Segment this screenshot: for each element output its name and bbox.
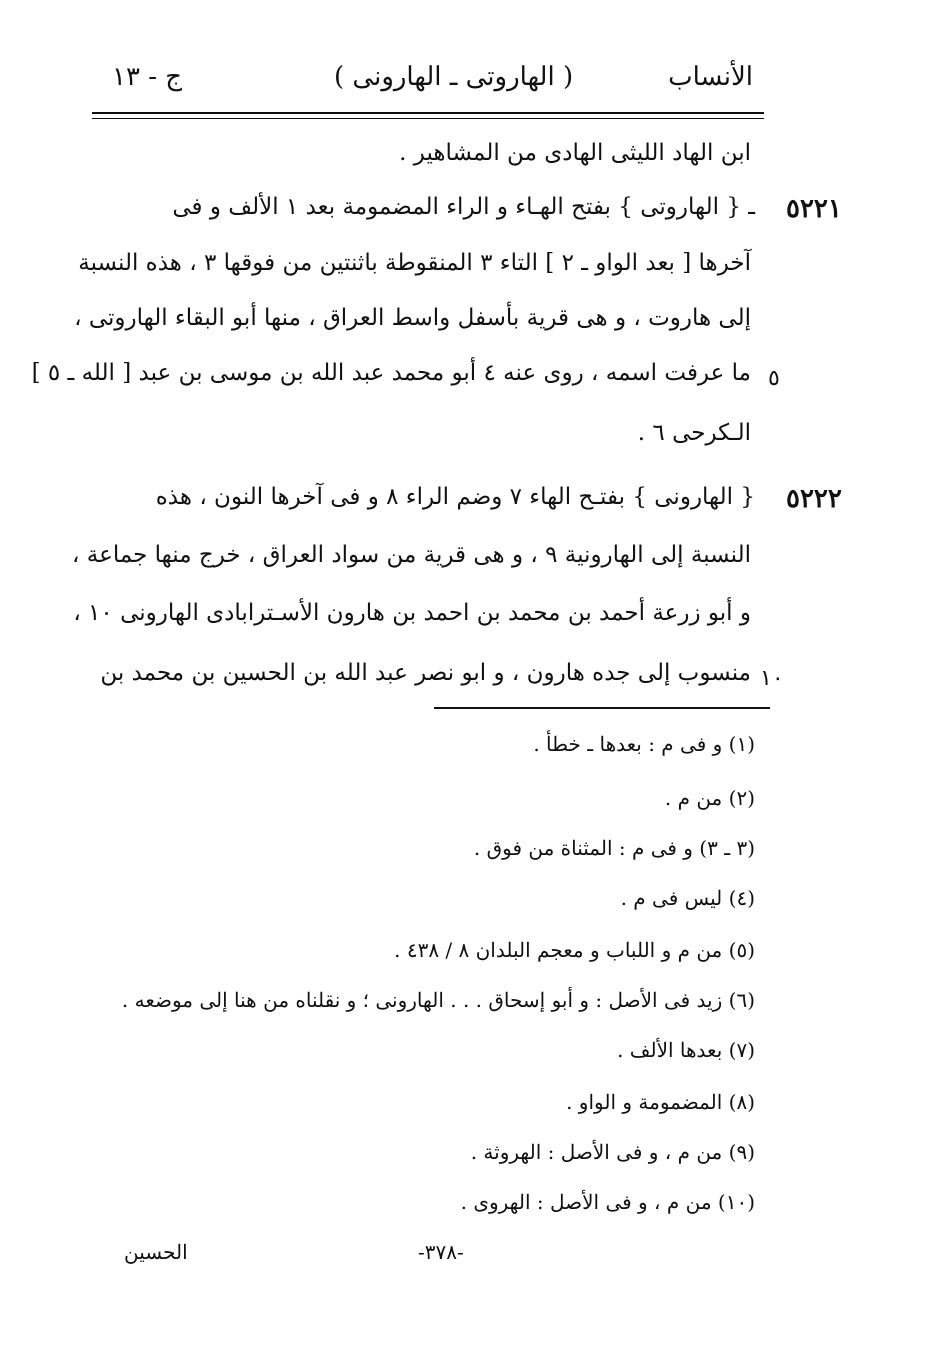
header-rule	[92, 112, 764, 114]
footer-catchword: الحسين	[124, 1240, 188, 1264]
body-line-7: { الهارونى } بفتـح الهاء ٧ وضم الراء ٨ و فى آخرها النون ، هذه	[155, 484, 755, 510]
body-line-3: آخرها [ بعد الواو ـ ٢ ] التاء ٣ المنقوطة باثنتين من فوقها ٣ ، هذه النسبة	[78, 250, 751, 276]
footnote-2: (٢) من م .	[664, 786, 755, 810]
page-number: -٣٧٨-	[418, 1240, 464, 1264]
body-line-2: ـ { الهاروتى } بفتح الهـاء و الراء المضمومة بعد ١ الألف و فى	[172, 194, 755, 220]
body-line-8: النسبة إلى الهارونية ٩ ، و هى قرية من سواد العراق ، خرج منها جماعة ،	[72, 542, 751, 568]
footnote-3: (٣ ـ ٣) و فى م : المثناة من فوق .	[473, 836, 755, 860]
body-line-1: ابن الهاد الليثى الهادى من المشاهير .	[399, 140, 751, 166]
header-book-name: الأنساب	[668, 62, 753, 92]
header-volume: ج - ١٣	[112, 62, 183, 92]
footnote-5: (٥) من م و اللباب و معجم البلدان ٨ / ٤٣٨ .	[394, 938, 755, 962]
footnote-4: (٤) ليس فى م .	[620, 886, 755, 910]
header-rule-thin	[92, 118, 764, 119]
entry-number-5222: ٥٢٢٢	[786, 484, 842, 514]
footnote-9: (٩) من م ، و فى الأصل : الهروثة .	[470, 1140, 755, 1164]
header-title: ( الهاروتى ـ الهارونى )	[334, 62, 574, 92]
footnote-7: (٧) بعدها الألف .	[617, 1038, 755, 1062]
line-number-5: ٥	[768, 366, 780, 391]
footnote-8: (٨) المضمومة و الواو .	[566, 1090, 755, 1114]
body-line-9: و أبو زرعة أحمد بن محمد بن احمد بن هارون الأسـترابادى الهارونى ١٠ ،	[73, 600, 751, 626]
footnote-6: (٦) زيد فى الأصل : و أبو إسحاق . . . الهارونى ؛ و نقلناه من هنا إلى موضعه .	[121, 988, 755, 1012]
body-line-6: الـكرحى ٦ .	[637, 420, 751, 446]
footnote-rule	[434, 707, 770, 709]
footnote-1: (١) و فى م : بعدها ـ خطأ .	[533, 732, 755, 756]
body-line-4: إلى هاروت ، و هى قرية بأسفل واسط العراق ، منها أبو البقاء الهاروتى ،	[74, 305, 751, 331]
line-number-10: ١٠	[760, 666, 784, 691]
body-line-10: منسوب إلى جده هارون ، و ابو نصر عبد الله بن الحسين بن محمد بن	[100, 660, 751, 686]
entry-number-5221: ٥٢٢١	[786, 194, 842, 224]
body-line-5: ما عرفت اسمه ، روى عنه ٤ أبو محمد عبد الله بن موسى بن عبد [ الله ـ ٥ ]	[31, 360, 751, 386]
footnote-10: (١٠) من م ، و فى الأصل : الهروى .	[460, 1190, 755, 1214]
